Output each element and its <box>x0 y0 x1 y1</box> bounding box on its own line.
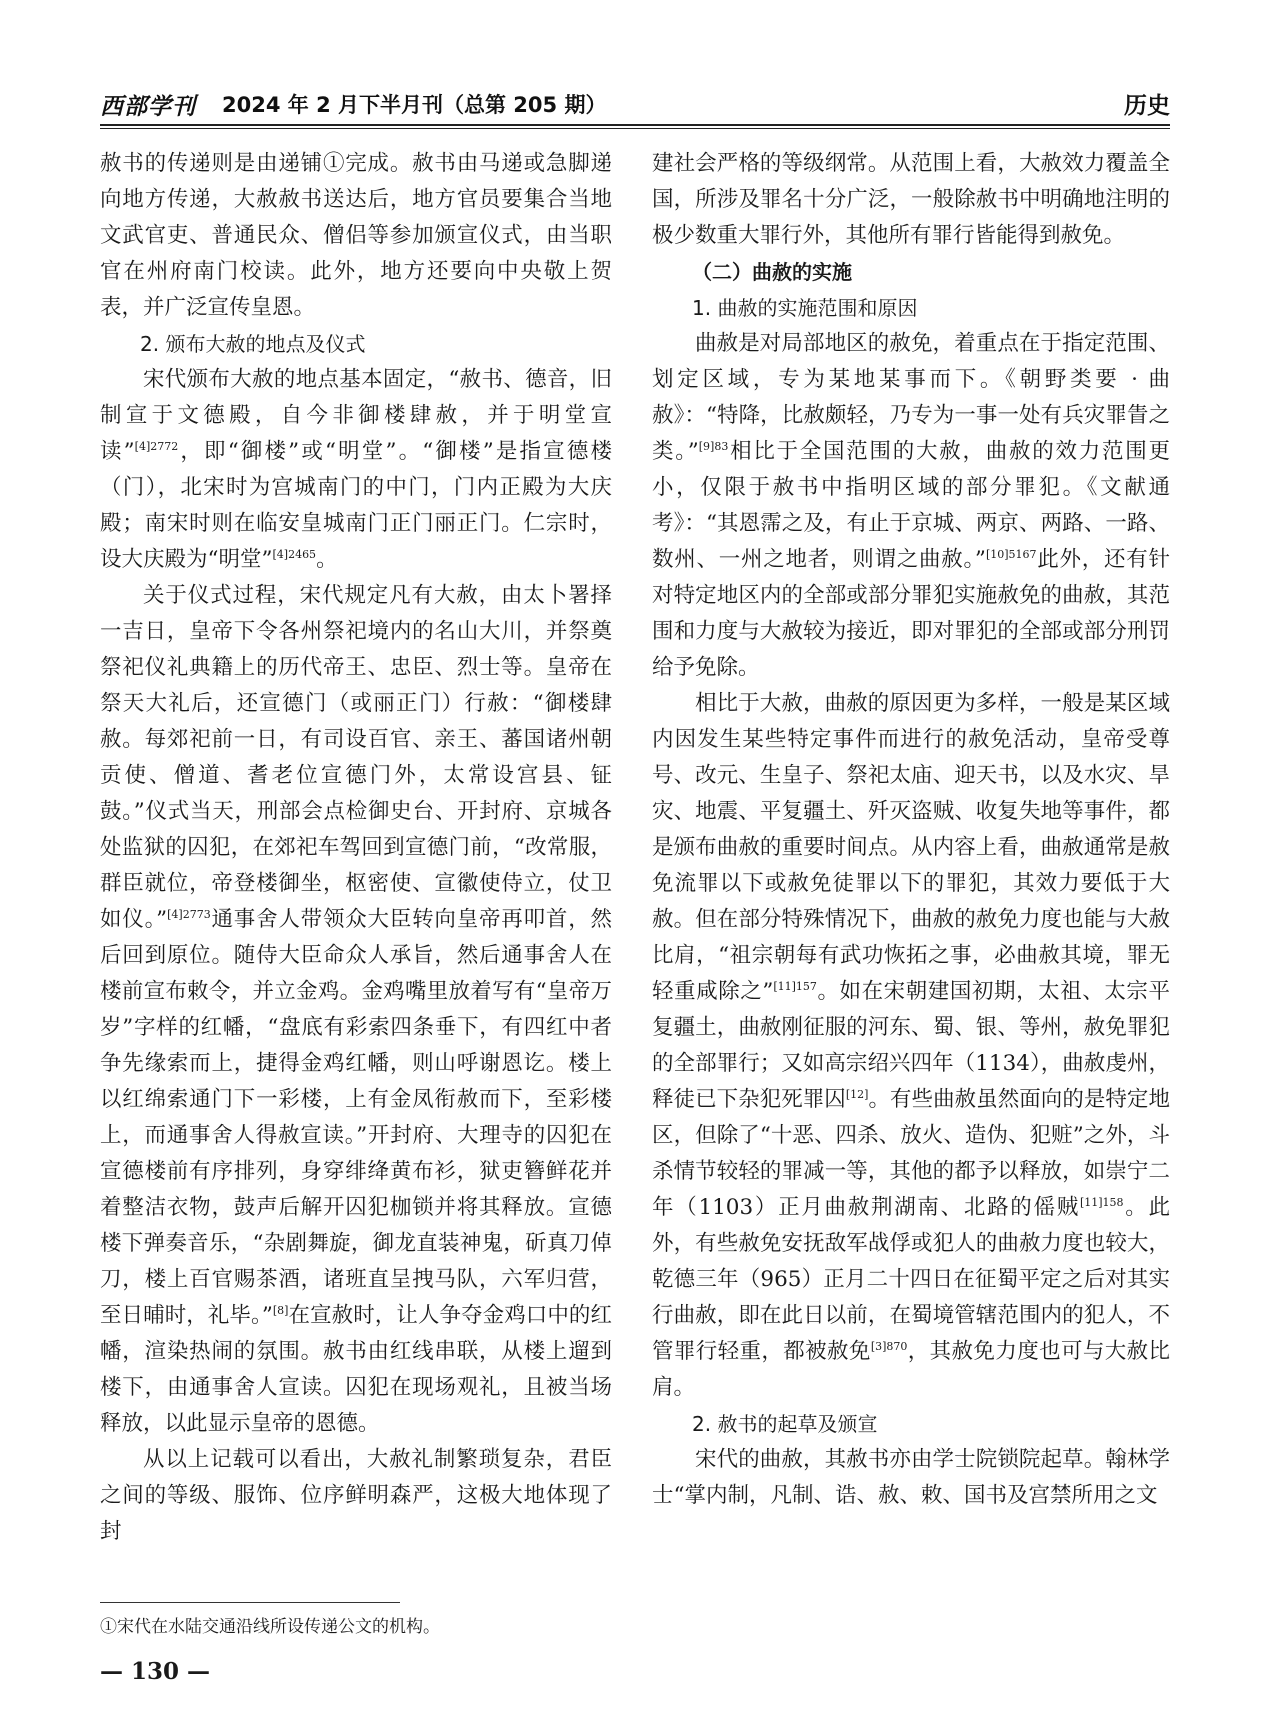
paragraph: 相比于大赦，曲赦的原因更为多样，一般是某区域内因发生某些特定事件而进行的赦免活动，皇帝受尊号、改元、生皇子、祭祀太庙、迎天书，以及水灾、旱灾、地震、平复疆土、歼灭盗贼、收复失地等事件，都是颁布曲赦的重要时间点。从内容上看，曲赦通常是赦免流罪以下或赦免徒罪以下的罪犯，其效力要低于大赦。但在部分特殊情况下，曲赦的赦免力度也能与大赦比肩，“祖宗朝每有武功恢拓之事，必曲赦其境，罪无轻重咸除之”$^{[11]157}$。如在宋朝建国初期，太祖、太宗平复疆土，曲赦刚征服的河东、蜀、银、等州，赦免罪犯的全部罪行；又如高宗绍兴四年（1134），曲赦虔州，释徒已下杂犯死罪囚[12]。有些曲赦虽然面向的是特定地区，但除了“十恶、四杀、放火、造伪、犯赃”之外，斗杀情节较轻的罪减一等，其他的都予以释放，如崇宁二年（1103）正月曲赦荆湖南、北路的傜贼$^{[11]158}$。此外，有些赦免安抚敌军战俘或犯人的曲赦力度也较大，乾德三年（965）正月二十四日在征蜀平定之后对其实行曲赦，即在此日以前，在蜀境管辖范围内的犯人，不管罪行轻重，都被赦免$^{[3]870}$，其赦免力度也可与大赦比肩。 <box>652 691 1170 1400</box>
footnote-divider <box>100 1602 400 1603</box>
paragraph: 从以上记载可以看出，大赦礼制繁琐复杂，君臣之间的等级、服饰、位序鲜明森严，这极大地体现了封 <box>100 1447 612 1544</box>
citation: [4]2772 <box>134 440 179 453</box>
subsection-heading: 1. 曲赦的实施范围和原因 <box>692 296 918 320</box>
page-number: — 130 — <box>100 1658 211 1685</box>
paragraph: 赦书的传递则是由递铺①完成。赦书由马递或急脚递向地方传递，大赦赦书送达后，地方官员要集合当地文武官吏、普通民众、僧侣等参加颁宣仪式，由当职官在州府南门校读。此外，地方还要向中央敬上贺表，并广泛宣传皇恩。 <box>100 151 612 320</box>
right-column <box>652 146 1170 1514</box>
subsection-heading: 2. 赦书的起草及颁宣 <box>692 1412 878 1436</box>
citation: [12] <box>845 1088 869 1101</box>
paragraph: 曲赦是对局部地区的赦免，着重点在于指定范围、划定区域，专为某地某事而下。《朝野类要 · 曲赦》：“特降，比赦颇轻，乃专为一事一处有兵灾罪眚之类。”$^{[9]83}$相比于全国范围的大赦，曲赦的效力范围更小，仅限于赦书中指明区域的部分罪犯。《文献通考》：“其恩霈之及，有止于京城、两京、两路、一路、数州、一州之地者，则谓之曲赦。”$^{[10]5167}$此外，还有针对特定地区内的全部或部分罪犯实施赦免的曲赦，其范围和力度与大赦较为接近，即对罪犯的全部或部分刑罚给予免除。 <box>652 331 1170 680</box>
subsection-heading: 2. 颁布大赦的地点及仪式 <box>140 332 366 356</box>
citation: [11]158 <box>1079 1196 1124 1209</box>
page-header <box>100 84 1170 128</box>
citation: [4]2773 <box>167 908 211 921</box>
citation: [4]2465 <box>272 548 317 561</box>
paragraph: 宋代的曲赦，其赦书亦由学士院锁院起草。翰林学士“掌内制，凡制、诰、赦、敕、国书及宫禁所用之文 <box>652 1447 1170 1508</box>
issue-info: 2024 年 2 月下半月刊（总第 205 期） <box>222 93 607 117</box>
paragraph: 关于仪式过程，宋代规定凡有大赦，由太卜署择一吉日，皇帝下令各州祭祀境内的名山大川，并祭奠祭祀仪礼典籍上的历代帝王、忠臣、烈士等。皇帝在祭天大礼后，还宣德门（或丽正门）行赦：“御楼肆赦。每郊祀前一日，有司设百官、亲王、蕃国诸州朝贡使、僧道、耆老位宣德门外，太常设宫县、钲鼓。”仪式当天，刑部会点检御史台、开封府、京城各处监狱的囚犯，在郊祀车驾回到宣德门前，“改常服，群臣就位，帝登楼御坐，枢密使、宣徽使侍立，仗卫如仪。”$^{[4]2773}$通事舍人带领众大臣转向皇帝再叩首，然后回到原位。随侍大臣命众人承旨，然后通事舍人在楼前宣布敕令，并立金鸡。金鸡嘴里放着写有“皇帝万岁”字样的红幡，“盘底有彩索四条垂下，有四红中者争先缘索而上，捷得金鸡红幡，则山呼谢恩讫。楼上以红绵索通门下一彩楼，上有金凤衔赦而下，至彩楼上，而通事舍人得赦宣读。”开封府、大理寺的囚犯在宣德楼前有序排列，身穿绯绛黄布衫，狱吏簪鲜花并着整洁衣物，鼓声后解开囚犯枷锁并将其释放。宣德楼下弹奏音乐，“杂剧舞旋，御龙直装神鬼，斫真刀倬刀，楼上百官赐茶酒，诸班直呈拽马队，六军归营，至日晡时，礼毕。”[8]在宣赦时，让人争夺金鸡口中的红幡，渲染热闹的氛围。赦书由红线串联，从楼上遛到楼下，由通事舍人宣读。囚犯在现场观礼，且被当场释放，以此显示皇帝的恩德。 <box>100 583 612 1436</box>
journal-logo: 西部学刊 <box>100 93 196 120</box>
paragraph: 宋代颁布大赦的地点基本固定，“赦书、德音，旧制宣于文德殿，自今非御楼肆赦，并于明堂宣读”$^{[4]2772}$，即“御楼”或“明堂”。“御楼”是指宣德楼（门），北宋时为宫城南门的中门，门内正殿为大庆殿；南宋时则在临安皇城南门正门丽正门。仁宗时，设大庆殿为“明堂”$^{[4]2465}$。 <box>100 367 612 572</box>
header-rule <box>100 124 1170 129</box>
citation: [3]870 <box>870 1340 908 1353</box>
citation: [10]5167 <box>985 548 1037 561</box>
section-label: 历史 <box>1124 93 1170 119</box>
citation: [11]157 <box>773 980 817 993</box>
citation: [9]83 <box>698 440 729 453</box>
citation: [8] <box>272 1304 289 1317</box>
footnote: ①宋代在水陆交通沿线所设传递公文的机构。 <box>100 1617 440 1637</box>
left-column <box>100 146 612 1550</box>
section-heading: （二）曲赦的实施 <box>692 260 852 284</box>
paragraph: 建社会严格的等级纲常。从范围上看，大赦效力覆盖全国，所涉及罪名十分广泛，一般除赦书中明确地注明的极少数重大罪行外，其他所有罪行皆能得到赦免。 <box>652 151 1170 248</box>
